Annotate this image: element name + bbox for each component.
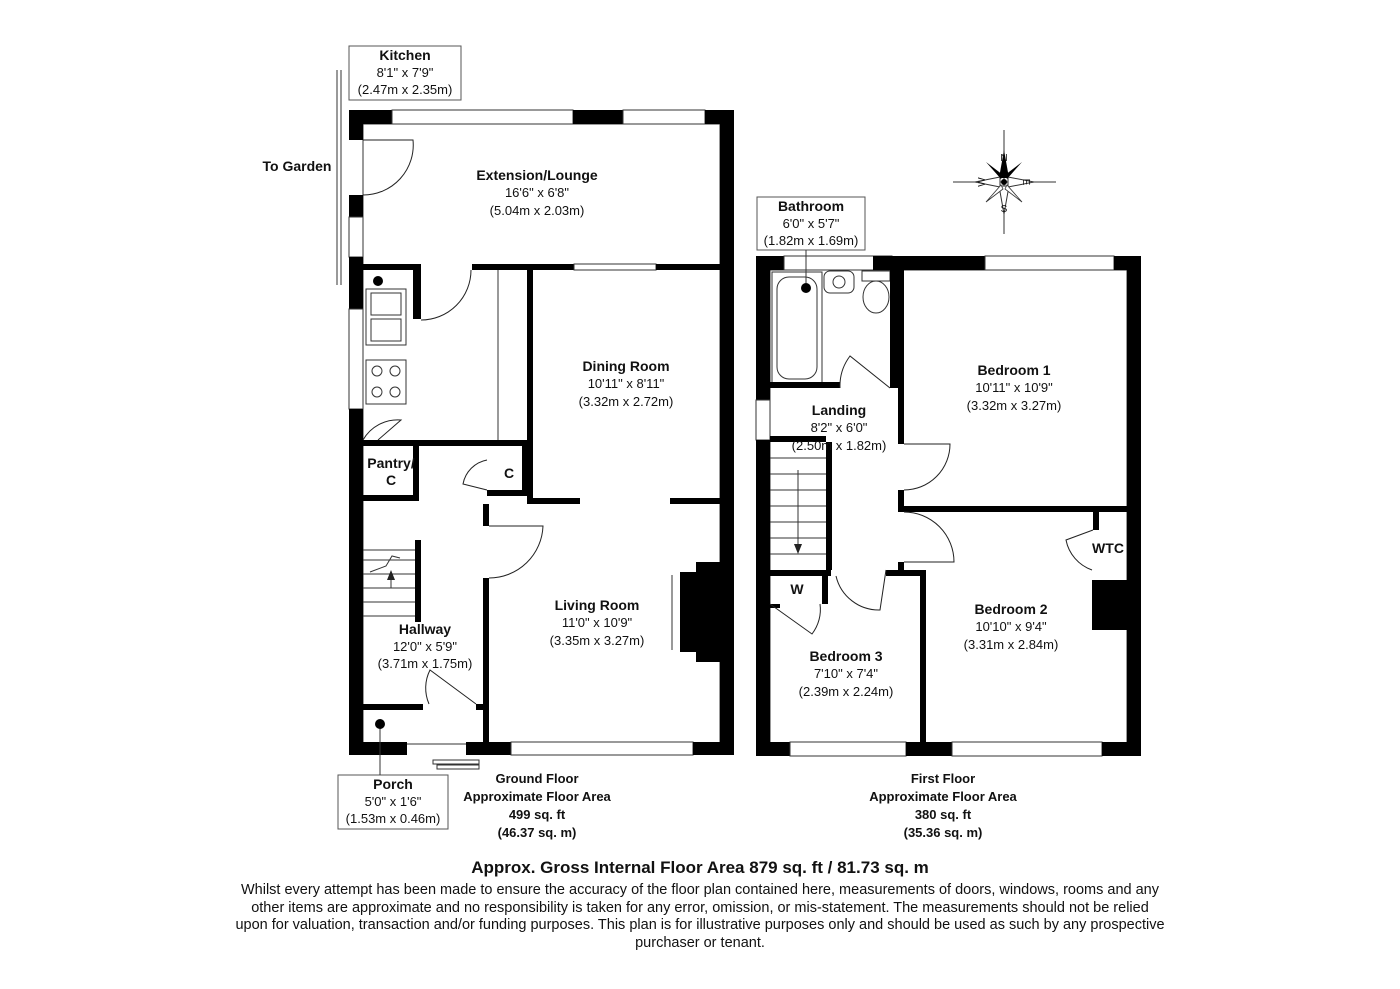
basin-icon [824,271,854,293]
kitchen-imperial: 8'1" x 7'9" [376,65,434,80]
window [511,742,693,755]
bedroom3-imperial: 7'10" x 7'4" [813,666,879,681]
window [952,742,1102,756]
to-garden-label: To Garden [262,158,332,174]
compass-north-label: N [1000,153,1008,164]
bedroom1-metric: (3.32m x 3.27m) [966,398,1062,413]
landing-imperial: 8'2" x 6'0" [810,420,868,435]
stairs [770,436,832,570]
door-swing [363,420,401,440]
compass-west-label: W [977,177,988,187]
hob-icon [366,360,406,404]
pantry-label-line2: C [385,472,397,488]
bedroom1-name: Bedroom 1 [977,362,1051,378]
door-swing [363,140,413,195]
ground-floor-sqft: 499 sq. ft [508,807,566,822]
bedroom2-name: Bedroom 2 [974,601,1048,617]
ground-floor-sqm: (46.37 sq. m) [497,825,577,840]
compass-icon [953,130,1056,234]
sink-icon [366,276,406,345]
disclaimer-text: Whilst every attempt has been made to ensure the accuracy of the floor plan contained here, measurements of doors, windows, rooms and any other items are approximate and no responsibility is taken for any error, omission, or mis-statement. The measurements should not be relied upon for valuation, transaction and/or funding purposes. This plan is for illustrative purposes only and should be used as such by any prospective purchaser or tenant. [235,882,1165,951]
extension-name: Extension/Lounge [476,167,598,183]
porch-imperial: 5'0" x 1'6" [364,794,422,809]
bedroom1-imperial: 10'11" x 10'9" [975,380,1053,395]
wtc-label: WTC [1092,540,1124,556]
gross-area-heading: Approx. Gross Internal Floor Area 879 sq. ft / 81.73 sq. m [471,858,929,877]
door-swing [463,460,487,490]
ground-floor-subtitle: Approximate Floor Area [463,789,611,804]
window [349,217,363,257]
bedroom3-name: Bedroom 3 [809,648,883,664]
living-name: Living Room [554,597,640,613]
porch-name: Porch [373,776,413,792]
dining-name: Dining Room [582,358,670,374]
kitchen-name: Kitchen [379,47,431,63]
door-swing [904,444,950,490]
window [574,264,656,270]
window [349,309,363,409]
window [623,110,705,124]
first-floor-title: First Floor [910,771,976,786]
window [756,400,770,440]
living-metric: (3.35m x 3.27m) [549,633,645,648]
bathroom-metric: (1.82m x 1.69m) [763,233,859,248]
stairs [363,540,421,622]
landing-metric: (2.50m x 1.82m) [791,438,887,453]
pantry-label-line1: Pantry/ [367,455,415,471]
kitchen-metric: (2.47m x 2.35m) [357,82,453,97]
bedroom3-metric: (2.39m x 2.24m) [798,684,894,699]
door-swing [426,670,476,704]
door-swing [489,526,543,578]
fireplace [680,562,720,662]
window [985,256,1114,270]
toilet-icon [862,271,890,313]
ground-floor-title: Ground Floor [495,771,579,786]
window [392,110,573,124]
landing-name: Landing [811,402,867,418]
hallway-metric: (3.71m x 1.75m) [377,656,473,671]
extension-metric: (5.04m x 2.03m) [489,203,585,218]
dining-metric: (3.32m x 2.72m) [578,394,674,409]
first-floor-sqm: (35.36 sq. m) [903,825,983,840]
extension-imperial: 16'6" x 6'8" [504,185,570,200]
footer [0,858,1400,952]
bedroom2-imperial: 10'10" x 9'4" [975,619,1047,634]
first-floor-plan [756,256,1141,756]
door-swing [1066,530,1093,570]
door-swing [770,604,820,634]
compass-south-label: S [1000,204,1008,215]
first-floor-sqft: 380 sq. ft [914,807,972,822]
hallway-name: Hallway [398,621,452,637]
cupboard-label: C [503,465,515,481]
hallway-imperial: 12'0" x 5'9" [392,639,458,654]
first-floor-subtitle: Approximate Floor Area [869,789,1017,804]
window [790,742,906,756]
porch-metric: (1.53m x 0.46m) [345,811,441,826]
door-swing [836,570,886,610]
living-imperial: 11'0" x 10'9" [561,615,633,630]
bathroom-name: Bathroom [777,198,845,214]
bedroom2-metric: (3.31m x 2.84m) [963,637,1059,652]
wardrobe-label: W [790,581,804,597]
door-swing [840,356,890,388]
door-swing [904,512,954,562]
dining-imperial: 10'11" x 8'11" [587,376,665,391]
bath-icon [772,272,822,384]
door-swing [421,270,471,320]
bathroom-imperial: 6'0" x 5'7" [782,216,840,231]
compass-east-label: E [1020,178,1031,186]
